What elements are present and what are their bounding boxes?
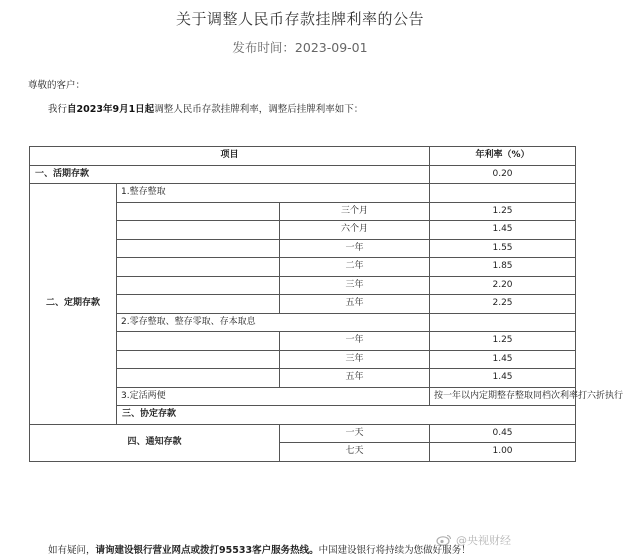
- subcategory-lump-sum: 1.整存整取: [117, 184, 430, 203]
- term-cell: 三个月: [280, 202, 430, 221]
- rate-cell: 1.45: [430, 221, 576, 240]
- category-notice: 四、通知存款: [30, 424, 280, 461]
- category-current: 一、活期存款: [30, 165, 430, 184]
- header-rate: 年利率（%）: [430, 147, 576, 166]
- rate-cell: 1.45: [430, 350, 576, 369]
- term-cell: 二年: [280, 258, 430, 277]
- term-cell: 五年: [280, 295, 430, 314]
- footer-suffix: 中国建设银行将持续为您做好服务！: [318, 545, 471, 556]
- spacer-cell: [117, 258, 280, 277]
- term-cell: 三年: [280, 350, 430, 369]
- intro-suffix: 调整人民币存款挂牌利率，调整后挂牌利率如下：: [154, 104, 364, 115]
- rate-cell: 1.00: [430, 443, 576, 462]
- watermark-text: @央视财经: [456, 534, 511, 547]
- rate-cell: 0.45: [430, 424, 576, 443]
- term-cell: 六个月: [280, 221, 430, 240]
- category-negotiated: 三、协定存款: [117, 406, 576, 425]
- rate-current: 0.20: [430, 165, 576, 184]
- spacer-cell: [117, 276, 280, 295]
- footer-prefix: 如有疑问，: [48, 545, 96, 556]
- rate-cell: 2.25: [430, 295, 576, 314]
- term-cell: 一年: [280, 239, 430, 258]
- rate-table: [29, 146, 623, 462]
- header-item: 项目: [30, 147, 430, 166]
- term-cell: 三年: [280, 276, 430, 295]
- rate-empty: [430, 313, 576, 332]
- subcategory-flexible: 3.定活两便: [117, 387, 430, 406]
- rate-cell: 1.45: [430, 369, 576, 388]
- table-header-row: [30, 147, 576, 166]
- greeting: 尊敬的客户：: [28, 80, 86, 91]
- rate-cell: 1.55: [430, 239, 576, 258]
- spacer-cell: [117, 295, 280, 314]
- spacer-cell: [117, 332, 280, 351]
- spacer-cell: [117, 221, 280, 240]
- watermark: [436, 532, 511, 548]
- table-row: [30, 184, 576, 203]
- spacer-cell: [117, 369, 280, 388]
- rate-cell: 2.20: [430, 276, 576, 295]
- term-cell: 一天: [280, 424, 430, 443]
- category-fixed: 二、定期存款: [30, 184, 117, 425]
- intro-paragraph: [48, 101, 363, 115]
- footer-contact: 请询建设银行营业网点或拨打95533客户服务热线。: [95, 545, 319, 556]
- spacer-cell: [117, 350, 280, 369]
- spacer-cell: [117, 202, 280, 221]
- rate-cell: 1.25: [430, 202, 576, 221]
- rate-flexible: 按一年以内定期整存整取同档次利率打六折执行: [430, 387, 576, 406]
- weibo-icon: [436, 534, 452, 546]
- term-cell: 一年: [280, 332, 430, 351]
- table-row-current: [30, 165, 576, 184]
- subcategory-installment: 2.零存整取、整存零取、存本取息: [117, 313, 430, 332]
- rate-cell: 1.85: [430, 258, 576, 277]
- publish-date: 发布时间：2023-09-01: [232, 40, 368, 55]
- term-cell: 五年: [280, 369, 430, 388]
- rate-cell: 1.25: [430, 332, 576, 351]
- rate-empty: [430, 184, 576, 203]
- term-cell: 七天: [280, 443, 430, 462]
- table-row: [30, 424, 576, 443]
- spacer-cell: [117, 239, 280, 258]
- intro-prefix: 我行: [48, 104, 68, 115]
- footer-note: [48, 542, 471, 556]
- page-title: 关于调整人民币存款挂牌利率的公告: [175, 10, 424, 28]
- intro-effective-date: 自2023年9月1日起: [67, 104, 155, 115]
